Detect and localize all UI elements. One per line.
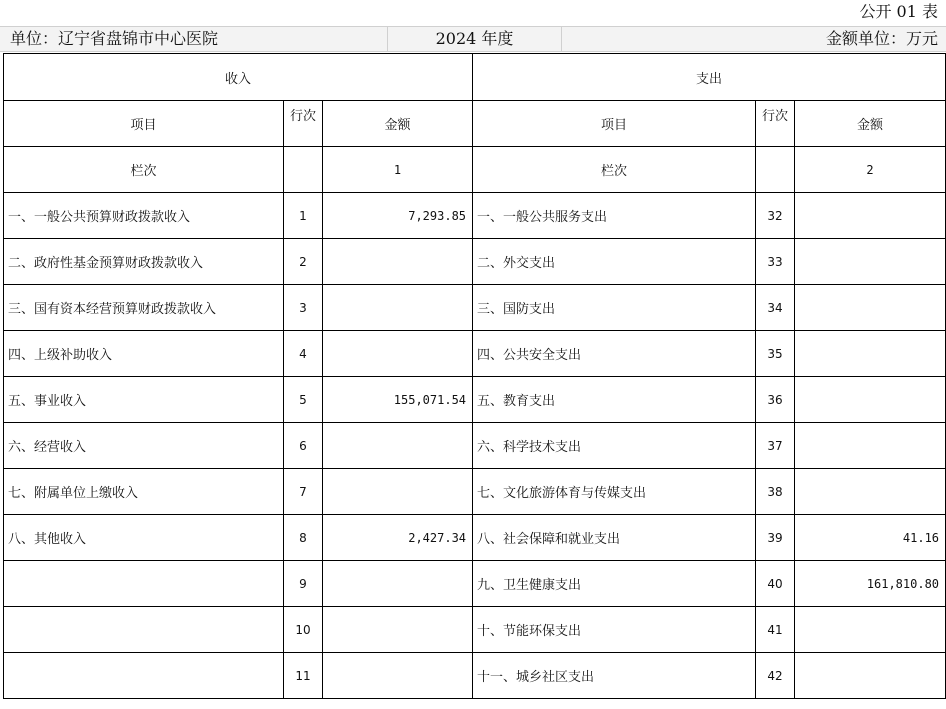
expense-amount	[795, 423, 946, 469]
column-number-row	[4, 147, 946, 193]
expense-item: 二、外交支出	[473, 239, 756, 285]
income-column-number: 1	[323, 147, 473, 193]
income-line-number: 8	[284, 515, 323, 561]
expense-line-number: 39	[756, 515, 795, 561]
expense-item-header: 项目	[473, 101, 756, 147]
expense-amount	[795, 331, 946, 377]
income-amount	[323, 285, 473, 331]
income-amount-header: 金额	[323, 101, 473, 147]
table-row	[4, 285, 946, 331]
expense-item: 六、科学技术支出	[473, 423, 756, 469]
table-row	[4, 377, 946, 423]
table-row	[4, 239, 946, 285]
expense-line-number: 35	[756, 331, 795, 377]
expense-line-number: 42	[756, 653, 795, 699]
expense-item: 四、公共安全支出	[473, 331, 756, 377]
income-item-header: 项目	[4, 101, 284, 147]
fiscal-year: 2024 年度	[387, 27, 562, 51]
income-line-number: 10	[284, 607, 323, 653]
income-item: 二、政府性基金预算财政拨款收入	[4, 239, 284, 285]
expense-line-number: 32	[756, 193, 795, 239]
expense-column-number: 2	[795, 147, 946, 193]
expense-item: 七、文化旅游体育与传媒支出	[473, 469, 756, 515]
income-item: 五、事业收入	[4, 377, 284, 423]
expense-line-number: 34	[756, 285, 795, 331]
income-line-blank	[284, 147, 323, 193]
section-header-row	[4, 54, 946, 101]
income-line-number: 9	[284, 561, 323, 607]
income-amount	[323, 423, 473, 469]
expense-item: 十、节能环保支出	[473, 607, 756, 653]
expense-item: 八、社会保障和就业支出	[473, 515, 756, 561]
unit-name: 单位：辽宁省盘锦市中心医院	[10, 29, 219, 48]
unit-info-bar	[0, 27, 946, 52]
income-line-number: 6	[284, 423, 323, 469]
amount-unit: 金额单位：万元	[825, 29, 938, 48]
income-item	[4, 561, 284, 607]
income-line-number: 2	[284, 239, 323, 285]
expense-amount	[795, 193, 946, 239]
income-line-number: 4	[284, 331, 323, 377]
expense-line-number: 36	[756, 377, 795, 423]
table-row	[4, 469, 946, 515]
income-amount	[323, 331, 473, 377]
expense-item: 十一、城乡社区支出	[473, 653, 756, 699]
income-line-number: 1	[284, 193, 323, 239]
income-line-header: 行次	[284, 101, 323, 147]
expense-amount	[795, 377, 946, 423]
form-number: 公开 01 表	[859, 2, 938, 21]
expense-line-number: 40	[756, 561, 795, 607]
income-item: 一、一般公共预算财政拨款收入	[4, 193, 284, 239]
table-row	[4, 561, 946, 607]
income-line-number: 11	[284, 653, 323, 699]
table-row	[4, 423, 946, 469]
income-item: 六、经营收入	[4, 423, 284, 469]
table-row	[4, 653, 946, 699]
income-amount	[323, 469, 473, 515]
income-item	[4, 607, 284, 653]
income-amount	[323, 653, 473, 699]
income-amount: 7,293.85	[323, 193, 473, 239]
income-column-label: 栏次	[4, 147, 284, 193]
income-line-number: 7	[284, 469, 323, 515]
income-amount	[323, 607, 473, 653]
income-amount: 2,427.34	[323, 515, 473, 561]
column-header-row	[4, 101, 946, 147]
expense-line-blank	[756, 147, 795, 193]
expense-line-header: 行次	[756, 101, 795, 147]
expense-item: 一、一般公共服务支出	[473, 193, 756, 239]
income-line-number: 3	[284, 285, 323, 331]
income-line-number: 5	[284, 377, 323, 423]
expense-amount	[795, 607, 946, 653]
expense-amount	[795, 239, 946, 285]
income-item: 三、国有资本经营预算财政拨款收入	[4, 285, 284, 331]
expense-amount: 41.16	[795, 515, 946, 561]
expense-amount-header: 金额	[795, 101, 946, 147]
expense-line-number: 33	[756, 239, 795, 285]
income-amount	[323, 239, 473, 285]
expense-amount: 161,810.80	[795, 561, 946, 607]
table-row	[4, 331, 946, 377]
expense-section-header: 支出	[473, 54, 946, 101]
expense-amount	[795, 285, 946, 331]
table-row	[4, 515, 946, 561]
income-item: 七、附属单位上缴收入	[4, 469, 284, 515]
income-item: 四、上级补助收入	[4, 331, 284, 377]
form-number-bar	[0, 0, 946, 27]
expense-line-number: 41	[756, 607, 795, 653]
income-amount	[323, 561, 473, 607]
income-expense-table	[3, 53, 946, 699]
income-item	[4, 653, 284, 699]
expense-line-number: 38	[756, 469, 795, 515]
income-item: 八、其他收入	[4, 515, 284, 561]
expense-amount	[795, 469, 946, 515]
expense-line-number: 37	[756, 423, 795, 469]
expense-column-label: 栏次	[473, 147, 756, 193]
table-row	[4, 193, 946, 239]
expense-item: 九、卫生健康支出	[473, 561, 756, 607]
expense-item: 五、教育支出	[473, 377, 756, 423]
expense-item: 三、国防支出	[473, 285, 756, 331]
expense-amount	[795, 653, 946, 699]
income-section-header: 收入	[4, 54, 473, 101]
income-amount: 155,071.54	[323, 377, 473, 423]
table-row	[4, 607, 946, 653]
